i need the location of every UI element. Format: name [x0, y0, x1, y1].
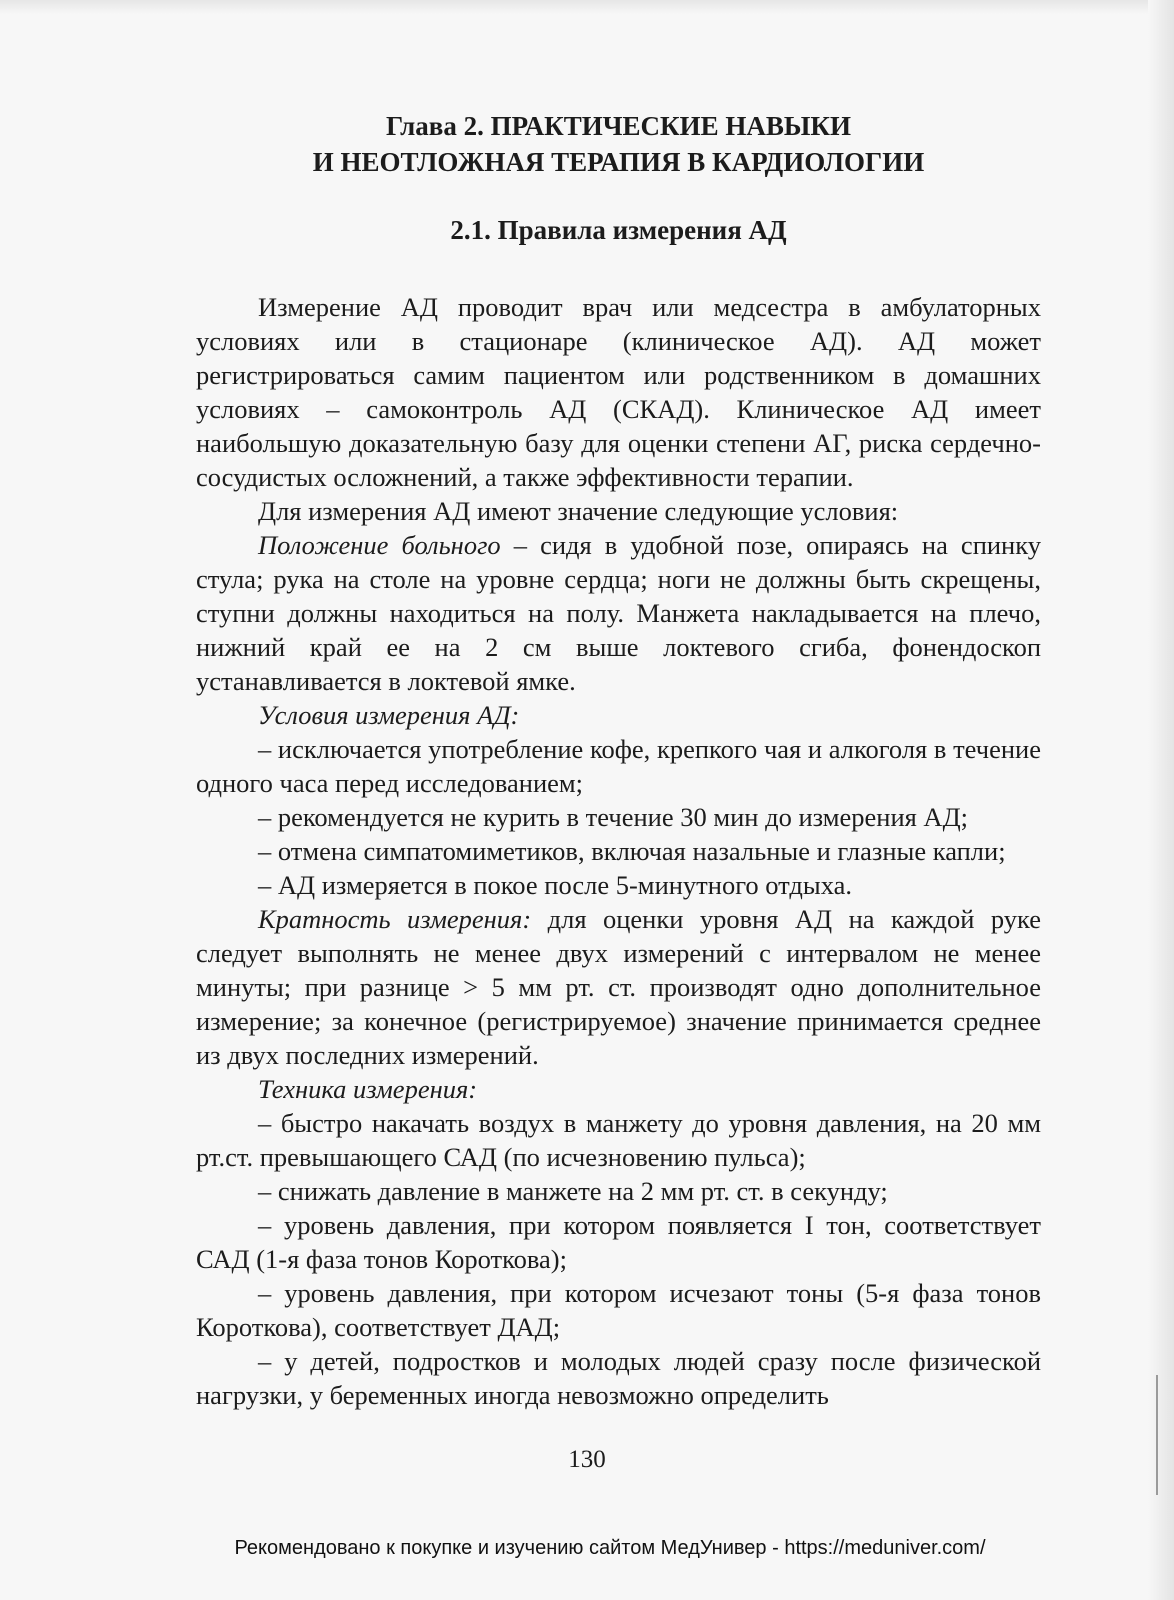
section-title: 2.1. Правила измерения АД [450, 215, 787, 245]
frequency-lead: Кратность измерения: [258, 904, 532, 934]
condition-item: – исключается употребление кофе, крепкого чая и алкоголя в течение одного часа перед исследованием; [196, 734, 1041, 798]
conditions-heading-text: Условия измерения АД: [258, 700, 520, 730]
conditions-heading [196, 698, 1041, 732]
chapter-title-line-1: Глава 2. ПРАКТИЧЕСКИЕ НАВЫКИ [386, 111, 851, 141]
condition-item: – отмена симпатомиметиков, включая назальные и глазные капли; [258, 836, 1006, 866]
technique-item: – быстро накачать воздух в манжету до уровня давления, на 20 мм рт.ст. превышающего САД (по исчезновению пульса); [196, 1108, 1041, 1172]
condition-item: – АД измеряется в покое после 5-минутного отдыха. [258, 870, 852, 900]
patient-position-lead: Положение больного [258, 530, 501, 560]
chapter-title [196, 108, 1041, 180]
paragraph-patient-position [196, 528, 1041, 698]
paragraph-frequency [196, 902, 1041, 1072]
frequency-text: для оценки уровня АД на каждой руке следует выполнять не менее двух измерений с интервалом не менее минуты; при разнице > 5 мм рт. ст. производят одно дополнительное измерение; за конечное (регистрируемое) значение принимается среднее из двух последних измерений. [196, 904, 1041, 1070]
technique-item: – уровень давления, при котором исчезают тоны (5-я фаза тонов Короткова), соответствует ДАД; [196, 1278, 1041, 1342]
technique-item: – у детей, подростков и молодых людей сразу после физической нагрузки, у беременных иногда невозможно определить [196, 1346, 1041, 1410]
paragraph-conditions-intro: Для измерения АД имеют значение следующие условия: [258, 496, 899, 526]
technique-heading [196, 1072, 1041, 1106]
page-edge-line [1156, 1375, 1158, 1495]
technique-heading-text: Техника измерения: [258, 1074, 478, 1104]
page-number: 130 [568, 1446, 606, 1473]
footer-watermark-text: Рекомендовано к покупке и изучению сайтом МедУнивер - https://meduniver.com/ [234, 1537, 986, 1559]
paragraph-intro: Измерение АД проводит врач или медсестра в амбулаторных условиях или в стационаре (клиническое АД). АД может регистрироваться самим пациентом или родственником в домашних условиях – самоконтроль АД (СКАД). Клиническое АД имеет наибольшую доказательную базу для оценки степени АГ, риска сердечно-сосудистых осложнений, а также эффективности терапии. [196, 292, 1041, 492]
technique-item: – снижать давление в манжете на 2 мм рт. ст. в секунду; [258, 1176, 888, 1206]
chapter-title-line-2: И НЕОТЛОЖНАЯ ТЕРАПИЯ В КАРДИОЛОГИИ [312, 147, 925, 177]
condition-item: – рекомендуется не курить в течение 30 мин до измерения АД; [258, 802, 969, 832]
body-text [196, 290, 1041, 1412]
page-content [196, 108, 1041, 1412]
technique-item: – уровень давления, при котором появляется I тон, соответствует САД (1-я фаза тонов Короткова); [196, 1210, 1041, 1274]
patient-position-text: – сидя в удобной позе, опираясь на спинку стула; рука на столе на уровне сердца; ноги не должны быть скрещены, ступни должны находиться на полу. Манжета накладывается на плечо, нижний край ее на 2 см выше локтевого сгиба, фонендоскоп устанавливается в локтевой ямке. [196, 530, 1041, 696]
page-top-shadow [0, 0, 1174, 14]
page-right-shadow [1148, 0, 1174, 1600]
